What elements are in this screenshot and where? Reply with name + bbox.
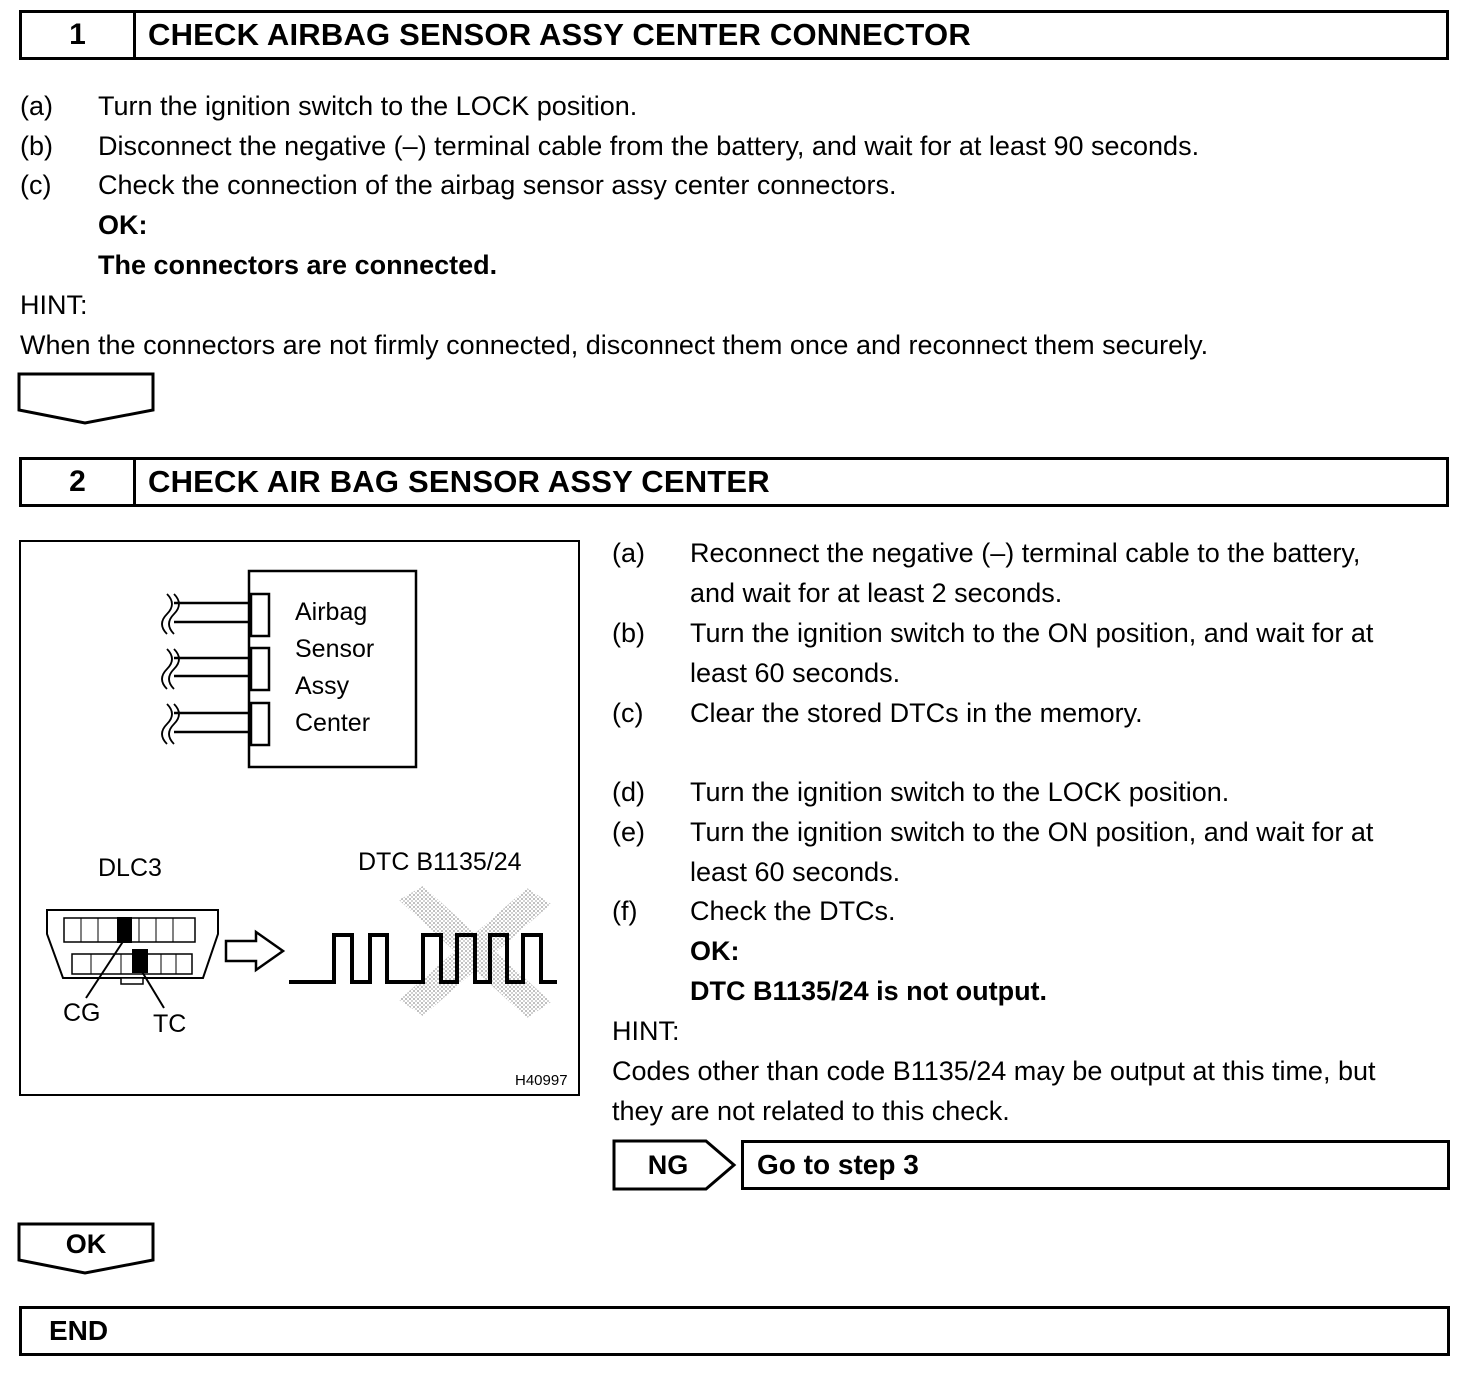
item-label: (f) — [612, 896, 638, 926]
ng-action-box[interactable]: Go to step 3 — [741, 1140, 1450, 1190]
item-text: Turn the ignition switch to the ON position, and wait for at — [690, 817, 1374, 847]
item-label: (c) — [20, 170, 52, 200]
dtc-label: DTC B1135/24 — [358, 848, 522, 876]
item-text: Turn the ignition switch to the ON position, and wait for at — [690, 618, 1374, 648]
step-1-header — [19, 10, 1449, 60]
component-label: Assy — [295, 672, 350, 700]
dlc3-connector — [47, 910, 218, 1008]
end-box: END — [19, 1306, 1450, 1356]
ok-criteria: DTC B1135/24 is not output. — [690, 976, 1048, 1006]
cg-terminal-label: CG — [63, 999, 101, 1027]
item-text: least 60 seconds. — [690, 857, 901, 887]
step-number: 1 — [22, 13, 136, 57]
step-title: CHECK AIR BAG SENSOR ASSY CENTER — [148, 464, 770, 499]
hollow-arrow — [226, 932, 283, 970]
dlc3-label: DLC3 — [98, 854, 162, 882]
tc-terminal-label: TC — [153, 1010, 187, 1038]
item-text: Check the DTCs. — [690, 896, 896, 926]
item-label: (a) — [20, 91, 53, 121]
item-text: Disconnect the negative (–) terminal cable from the battery, and wait for at least 90 seconds. — [98, 131, 1200, 161]
item-text: Check the connection of the airbag sensor assy center connectors. — [98, 170, 897, 200]
hint-label: HINT: — [612, 1016, 680, 1046]
component-label: Sensor — [295, 635, 375, 663]
ok-flow-label: OK — [65, 1228, 107, 1259]
item-label: (b) — [612, 618, 645, 648]
step-number: 2 — [22, 460, 136, 504]
item-text: Turn the ignition switch to the LOCK position. — [98, 91, 638, 121]
ok-label: OK: — [98, 210, 148, 240]
ng-label: NG — [647, 1149, 689, 1180]
item-label: (c) — [612, 698, 644, 728]
step-title: CHECK AIRBAG SENSOR ASSY CENTER CONNECTOR — [148, 17, 971, 52]
figure-id: H40997 — [515, 1072, 568, 1089]
item-text: Reconnect the negative (–) terminal cable to the battery, — [690, 538, 1361, 568]
hint-text: Codes other than code B1135/24 may be output at this time, but — [612, 1056, 1376, 1086]
ok-criteria: The connectors are connected. — [98, 250, 498, 280]
component-label: Airbag — [295, 598, 368, 626]
item-text: Turn the ignition switch to the LOCK position. — [690, 777, 1230, 807]
item-label: (d) — [612, 777, 645, 807]
step-2-header — [19, 457, 1449, 507]
flow-arrow-blank — [17, 372, 157, 426]
item-label: (b) — [20, 131, 53, 161]
component-label: Center — [295, 709, 371, 737]
hint-label: HINT: — [20, 290, 88, 320]
ok-label: OK: — [690, 936, 740, 966]
hint-text: they are not related to this check. — [612, 1096, 1010, 1126]
item-text: Clear the stored DTCs in the memory. — [690, 698, 1143, 728]
item-text: least 60 seconds. — [690, 658, 901, 688]
item-label: (a) — [612, 538, 645, 568]
diagram-figure — [19, 540, 580, 1096]
item-text: and wait for at least 2 seconds. — [690, 578, 1063, 608]
item-label: (e) — [612, 817, 645, 847]
hint-text: When the connectors are not firmly connected, disconnect them once and reconnect them securely. — [20, 330, 1209, 360]
connectors — [162, 594, 269, 745]
